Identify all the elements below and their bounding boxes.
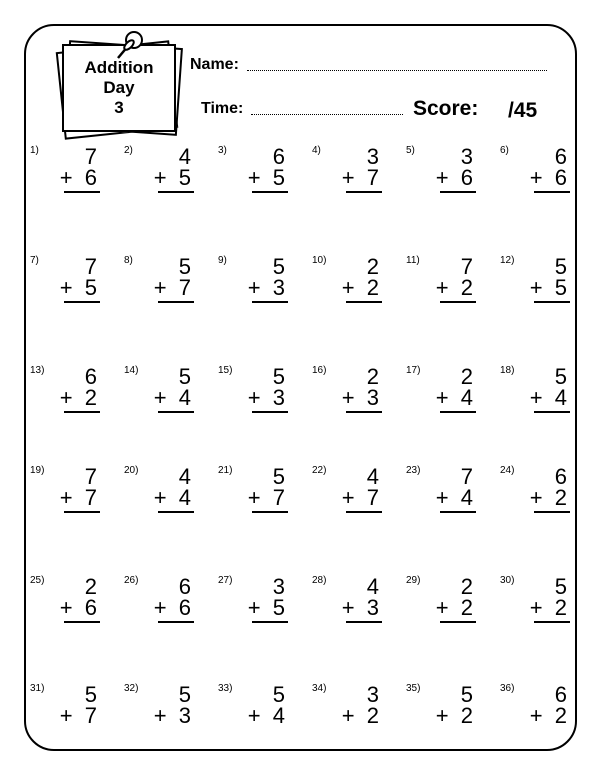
problem-number: 23) — [406, 465, 421, 476]
title-line-3: 3 — [114, 98, 124, 117]
problem-22 — [312, 465, 382, 535]
addend-bottom: + 3 — [247, 275, 285, 300]
problem-number: 6) — [500, 145, 509, 156]
problem-number: 25) — [30, 575, 45, 586]
answer-line — [346, 411, 382, 413]
answer-line — [158, 301, 194, 303]
addend-bottom: + 7 — [247, 485, 285, 510]
problem-24 — [500, 465, 570, 535]
problem-number: 14) — [124, 365, 139, 376]
score-label: Score: — [413, 97, 479, 120]
addend-top: 5 — [272, 464, 285, 489]
addend-top: 2 — [460, 364, 473, 389]
worksheet-title — [62, 58, 176, 118]
problem-2 — [124, 145, 194, 215]
problem-number: 24) — [500, 465, 515, 476]
problem-29 — [406, 575, 476, 645]
problem-number: 29) — [406, 575, 421, 586]
addend-top: 5 — [460, 682, 473, 707]
problem-7 — [30, 255, 100, 325]
addend-top: 4 — [366, 574, 379, 599]
addend-bottom: + 5 — [247, 165, 285, 190]
answer-line — [346, 191, 382, 193]
problem-number: 31) — [30, 683, 45, 694]
problem-number: 17) — [406, 365, 421, 376]
problem-number: 33) — [218, 683, 233, 694]
addend-bottom: + 4 — [153, 385, 191, 410]
addend-top: 7 — [84, 254, 97, 279]
problem-number: 35) — [406, 683, 421, 694]
problem-12 — [500, 255, 570, 325]
problem-23 — [406, 465, 476, 535]
problem-32 — [124, 683, 194, 753]
problem-20 — [124, 465, 194, 535]
answer-line — [440, 301, 476, 303]
title-line-2: Day — [103, 78, 135, 97]
answer-line — [346, 511, 382, 513]
answer-line — [440, 511, 476, 513]
addend-bottom: + 2 — [435, 275, 473, 300]
addend-bottom: + 2 — [435, 703, 473, 728]
problem-14 — [124, 365, 194, 435]
problem-25 — [30, 575, 100, 645]
answer-line — [346, 621, 382, 623]
addend-top: 2 — [366, 254, 379, 279]
addend-top: 7 — [460, 254, 473, 279]
problem-33 — [218, 683, 288, 753]
problem-number: 5) — [406, 145, 415, 156]
addend-bottom: + 4 — [435, 485, 473, 510]
addend-top: 5 — [272, 682, 285, 707]
problem-6 — [500, 145, 570, 215]
problem-11 — [406, 255, 476, 325]
answer-line — [252, 411, 288, 413]
problem-number: 19) — [30, 465, 45, 476]
problem-number: 22) — [312, 465, 327, 476]
addend-bottom: + 2 — [529, 485, 567, 510]
answer-line — [64, 411, 100, 413]
problem-16 — [312, 365, 382, 435]
problem-number: 30) — [500, 575, 515, 586]
problem-17 — [406, 365, 476, 435]
problem-number: 20) — [124, 465, 139, 476]
problem-35 — [406, 683, 476, 753]
problem-number: 36) — [500, 683, 515, 694]
addend-top: 3 — [460, 144, 473, 169]
addend-bottom: + 5 — [529, 275, 567, 300]
addend-bottom: + 4 — [247, 703, 285, 728]
addend-top: 5 — [554, 364, 567, 389]
addend-top: 5 — [554, 574, 567, 599]
addend-top: 4 — [366, 464, 379, 489]
addend-top: 7 — [460, 464, 473, 489]
addend-top: 2 — [84, 574, 97, 599]
answer-line — [252, 191, 288, 193]
problem-number: 9) — [218, 255, 227, 266]
problem-9 — [218, 255, 288, 325]
answer-line — [440, 621, 476, 623]
answer-line — [158, 191, 194, 193]
problem-27 — [218, 575, 288, 645]
problem-3 — [218, 145, 288, 215]
addend-top: 3 — [366, 144, 379, 169]
addend-bottom: + 6 — [529, 165, 567, 190]
addend-top: 5 — [554, 254, 567, 279]
addend-bottom: + 7 — [153, 275, 191, 300]
answer-line — [534, 511, 570, 513]
problem-number: 4) — [312, 145, 321, 156]
addend-bottom: + 6 — [59, 595, 97, 620]
addend-top: 6 — [554, 682, 567, 707]
addend-bottom: + 2 — [435, 595, 473, 620]
addend-top: 6 — [554, 464, 567, 489]
addend-top: 5 — [178, 364, 191, 389]
problem-number: 2) — [124, 145, 133, 156]
addend-top: 2 — [366, 364, 379, 389]
addend-bottom: + 3 — [341, 595, 379, 620]
problem-number: 28) — [312, 575, 327, 586]
addend-bottom: + 2 — [341, 275, 379, 300]
problem-number: 15) — [218, 365, 233, 376]
addend-bottom: + 5 — [153, 165, 191, 190]
name-label: Name: — [190, 56, 239, 73]
answer-line — [252, 621, 288, 623]
addend-top: 6 — [178, 574, 191, 599]
addend-bottom: + 5 — [247, 595, 285, 620]
problem-26 — [124, 575, 194, 645]
addend-top: 7 — [84, 144, 97, 169]
answer-line — [64, 191, 100, 193]
addend-top: 2 — [460, 574, 473, 599]
answer-line — [252, 301, 288, 303]
problem-number: 10) — [312, 255, 327, 266]
problem-34 — [312, 683, 382, 753]
addend-top: 4 — [178, 144, 191, 169]
problem-15 — [218, 365, 288, 435]
problem-31 — [30, 683, 100, 753]
answer-line — [346, 301, 382, 303]
problem-number: 13) — [30, 365, 45, 376]
problem-number: 1) — [30, 145, 39, 156]
addend-top: 3 — [272, 574, 285, 599]
problem-18 — [500, 365, 570, 435]
problem-number: 26) — [124, 575, 139, 586]
addend-bottom: + 4 — [435, 385, 473, 410]
addend-top: 5 — [272, 364, 285, 389]
addend-bottom: + 7 — [59, 703, 97, 728]
addend-top: 5 — [272, 254, 285, 279]
problem-28 — [312, 575, 382, 645]
addend-top: 5 — [178, 254, 191, 279]
addend-bottom: + 2 — [529, 595, 567, 620]
addend-top: 6 — [554, 144, 567, 169]
answer-line — [64, 621, 100, 623]
addend-top: 6 — [272, 144, 285, 169]
addend-bottom: + 4 — [153, 485, 191, 510]
addend-bottom: + 3 — [341, 385, 379, 410]
addend-bottom: + 3 — [153, 703, 191, 728]
addend-bottom: + 6 — [435, 165, 473, 190]
problem-4 — [312, 145, 382, 215]
addend-bottom: + 6 — [153, 595, 191, 620]
answer-line — [64, 301, 100, 303]
problem-number: 8) — [124, 255, 133, 266]
problem-36 — [500, 683, 570, 753]
title-line-1: Addition — [84, 58, 154, 77]
problem-number: 21) — [218, 465, 233, 476]
problem-5 — [406, 145, 476, 215]
answer-line — [158, 411, 194, 413]
addend-bottom: + 4 — [529, 385, 567, 410]
problem-number: 3) — [218, 145, 227, 156]
problem-30 — [500, 575, 570, 645]
problem-21 — [218, 465, 288, 535]
answer-line — [534, 301, 570, 303]
problem-10 — [312, 255, 382, 325]
answer-line — [158, 621, 194, 623]
time-field[interactable] — [251, 114, 403, 115]
problem-1 — [30, 145, 100, 215]
answer-line — [440, 411, 476, 413]
answer-line — [252, 511, 288, 513]
addend-bottom: + 7 — [59, 485, 97, 510]
addend-bottom: + 2 — [529, 703, 567, 728]
addend-top: 5 — [84, 682, 97, 707]
addend-top: 3 — [366, 682, 379, 707]
addend-top: 4 — [178, 464, 191, 489]
problem-number: 18) — [500, 365, 515, 376]
answer-line — [158, 511, 194, 513]
problem-number: 27) — [218, 575, 233, 586]
time-label: Time: — [201, 100, 244, 117]
problem-19 — [30, 465, 100, 535]
problem-13 — [30, 365, 100, 435]
problem-number: 7) — [30, 255, 39, 266]
answer-line — [534, 621, 570, 623]
score-total: /45 — [508, 99, 538, 122]
name-field[interactable] — [247, 70, 547, 71]
addend-top: 6 — [84, 364, 97, 389]
addend-bottom: + 3 — [247, 385, 285, 410]
answer-line — [534, 411, 570, 413]
answer-line — [440, 191, 476, 193]
problem-number: 11) — [406, 255, 420, 266]
pushpin-icon — [112, 28, 148, 64]
answer-line — [64, 511, 100, 513]
problem-number: 34) — [312, 683, 327, 694]
problem-number: 32) — [124, 683, 139, 694]
addend-bottom: + 5 — [59, 275, 97, 300]
answer-line — [534, 191, 570, 193]
problem-number: 12) — [500, 255, 515, 266]
problem-number: 16) — [312, 365, 327, 376]
addend-top: 5 — [178, 682, 191, 707]
addend-bottom: + 2 — [59, 385, 97, 410]
addend-bottom: + 2 — [341, 703, 379, 728]
addend-top: 7 — [84, 464, 97, 489]
addend-bottom: + 6 — [59, 165, 97, 190]
problem-8 — [124, 255, 194, 325]
addend-bottom: + 7 — [341, 165, 379, 190]
addend-bottom: + 7 — [341, 485, 379, 510]
